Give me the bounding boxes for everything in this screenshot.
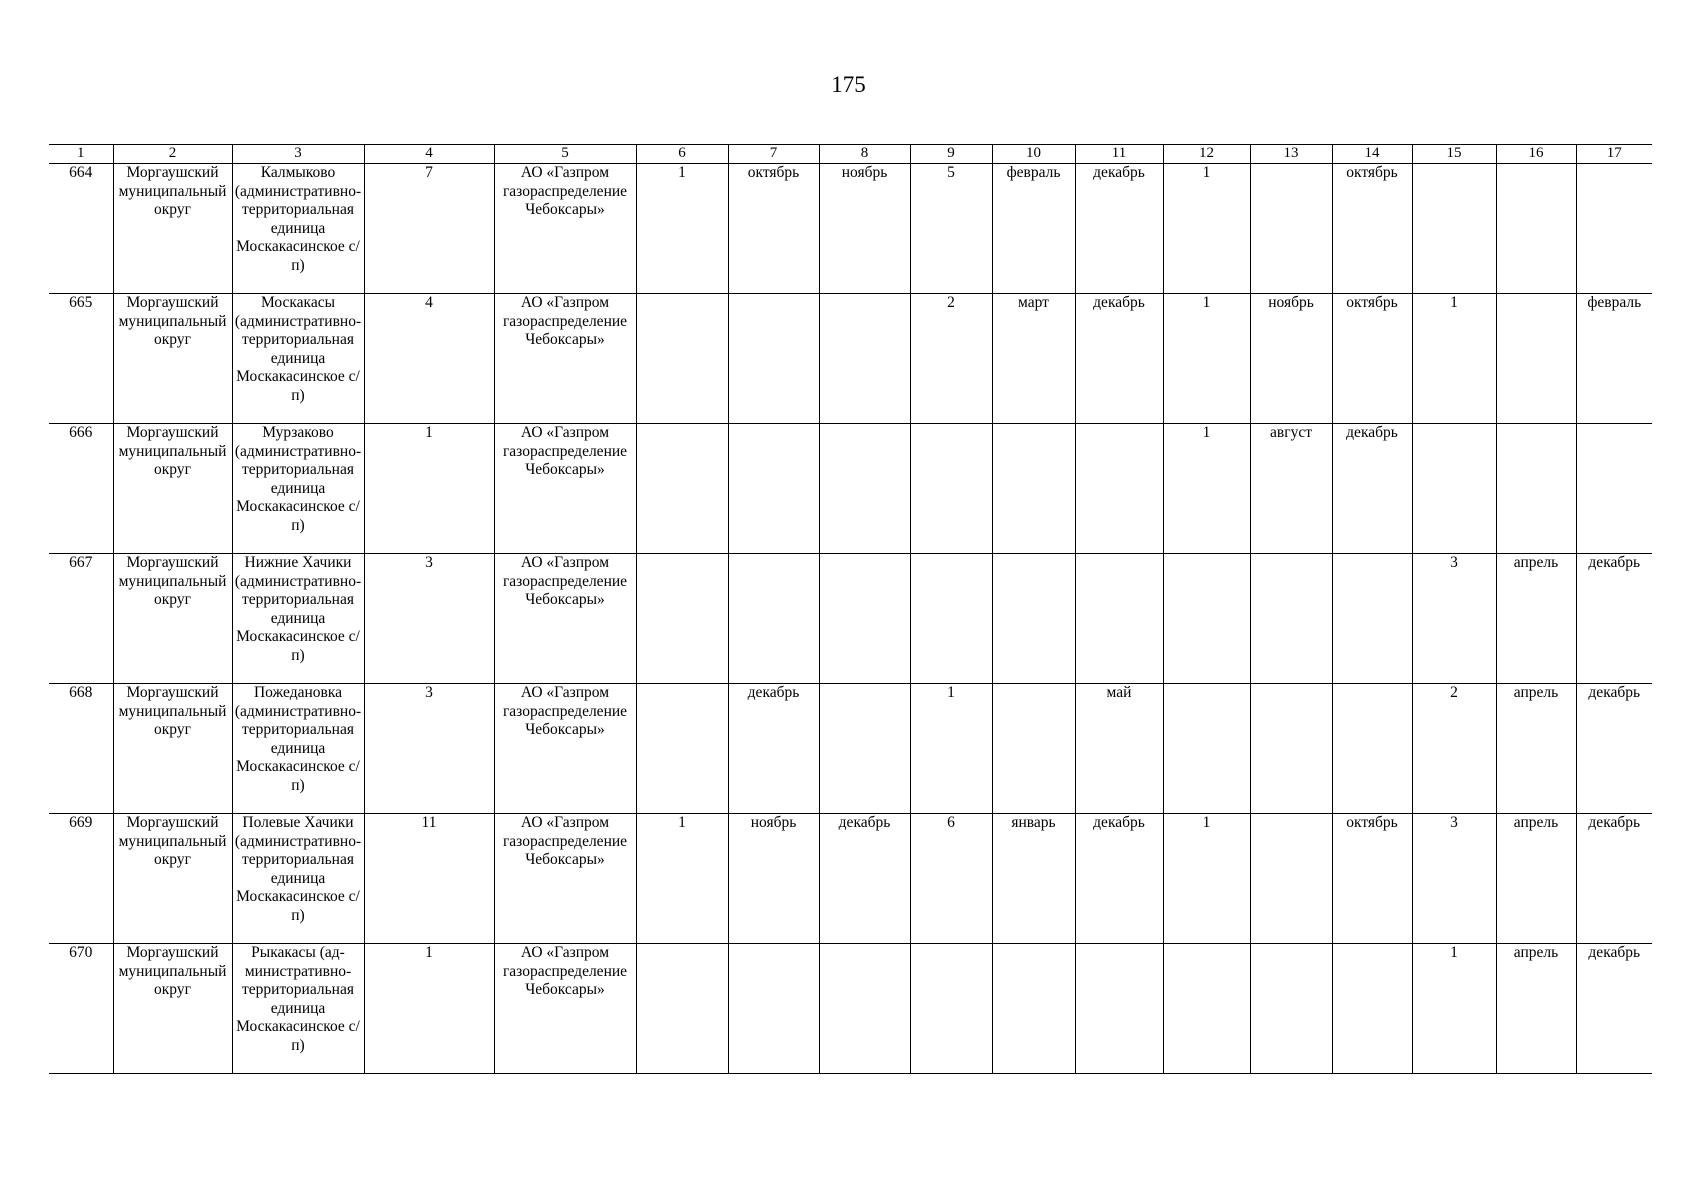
table-cell: 2 xyxy=(1412,684,1496,814)
table-cell: декабрь xyxy=(1576,944,1652,1074)
row-number: 669 xyxy=(49,814,113,944)
column-number-header-row xyxy=(49,145,1652,164)
operator-cell: АО «Газпром газораспределение Чебоксары» xyxy=(494,294,636,424)
table-cell: апрель xyxy=(1496,554,1576,684)
table-cell: апрель xyxy=(1496,944,1576,1074)
table-cell xyxy=(1163,944,1250,1074)
table-cell xyxy=(819,424,910,554)
column-header: 7 xyxy=(728,145,819,164)
table-cell xyxy=(728,944,819,1074)
column-header: 12 xyxy=(1163,145,1250,164)
row-number: 670 xyxy=(49,944,113,1074)
table-row xyxy=(49,424,1652,554)
district-cell: Моргаушский муниципальный округ xyxy=(113,164,232,294)
table-cell: апрель xyxy=(1496,684,1576,814)
table-cell xyxy=(992,684,1075,814)
locality-cell: Пожедановка (административно-территориальная единица Москакасинское с/п) xyxy=(232,684,364,814)
locality-cell: Мурзаково (административно-территориальная единица Москакасинское с/п) xyxy=(232,424,364,554)
table-cell xyxy=(1332,684,1412,814)
table-cell: октябрь xyxy=(1332,814,1412,944)
operator-cell: АО «Газпром газораспределение Чебоксары» xyxy=(494,554,636,684)
table-cell xyxy=(1250,164,1332,294)
district-cell: Моргаушский муниципальный округ xyxy=(113,424,232,554)
table-row xyxy=(49,294,1652,424)
table-cell: 1 xyxy=(636,814,728,944)
table-cell xyxy=(636,424,728,554)
table-cell xyxy=(1075,944,1163,1074)
column-header: 6 xyxy=(636,145,728,164)
operator-cell: АО «Газпром газораспределение Чебоксары» xyxy=(494,164,636,294)
table-cell xyxy=(728,424,819,554)
table-cell xyxy=(636,684,728,814)
table-cell: 3 xyxy=(1412,814,1496,944)
table-cell xyxy=(1250,554,1332,684)
table-cell xyxy=(1412,424,1496,554)
column-header: 2 xyxy=(113,145,232,164)
table-cell: октябрь xyxy=(1332,164,1412,294)
table-cell: ноябрь xyxy=(1250,294,1332,424)
table-row xyxy=(49,164,1652,294)
row-number: 664 xyxy=(49,164,113,294)
column-header: 15 xyxy=(1412,145,1496,164)
table-cell: август xyxy=(1250,424,1332,554)
district-cell: Моргаушский муниципальный округ xyxy=(113,944,232,1074)
table-cell: 1 xyxy=(1412,294,1496,424)
table-cell xyxy=(1496,164,1576,294)
table-cell xyxy=(910,944,992,1074)
table-cell: 1 xyxy=(364,424,494,554)
district-cell: Моргаушский муниципальный округ xyxy=(113,814,232,944)
table-cell xyxy=(1163,684,1250,814)
table-cell: ноябрь xyxy=(819,164,910,294)
table-cell xyxy=(1075,424,1163,554)
operator-cell: АО «Газпром газораспределение Чебоксары» xyxy=(494,814,636,944)
row-number: 665 xyxy=(49,294,113,424)
district-cell: Моргаушский муниципальный округ xyxy=(113,554,232,684)
table-cell: 1 xyxy=(1163,164,1250,294)
table-cell xyxy=(1332,554,1412,684)
table-cell xyxy=(1412,164,1496,294)
table-cell: 1 xyxy=(1163,424,1250,554)
row-number: 668 xyxy=(49,684,113,814)
table-row xyxy=(49,684,1652,814)
table-cell xyxy=(910,554,992,684)
table-cell xyxy=(819,554,910,684)
table-row xyxy=(49,944,1652,1074)
column-header: 14 xyxy=(1332,145,1412,164)
column-header: 13 xyxy=(1250,145,1332,164)
row-number: 667 xyxy=(49,554,113,684)
table-cell xyxy=(1332,944,1412,1074)
district-cell: Моргаушский муниципальный округ xyxy=(113,684,232,814)
column-header: 9 xyxy=(910,145,992,164)
table-cell: декабрь xyxy=(1576,684,1652,814)
gasification-schedule-table xyxy=(49,144,1652,1074)
locality-cell: Нижние Хачики (административно-территориальная единица Москакасинское с/п) xyxy=(232,554,364,684)
table-cell: декабрь xyxy=(1075,164,1163,294)
table-cell xyxy=(1496,294,1576,424)
column-header: 11 xyxy=(1075,145,1163,164)
table-cell xyxy=(1576,424,1652,554)
table-cell: декабрь xyxy=(1075,294,1163,424)
table-cell: декабрь xyxy=(819,814,910,944)
table-cell xyxy=(728,294,819,424)
table-cell xyxy=(910,424,992,554)
table-cell: октябрь xyxy=(728,164,819,294)
table-cell: 1 xyxy=(1412,944,1496,1074)
table-cell xyxy=(992,944,1075,1074)
column-header: 1 xyxy=(49,145,113,164)
table-cell: апрель xyxy=(1496,814,1576,944)
table-cell xyxy=(636,944,728,1074)
table-cell: 11 xyxy=(364,814,494,944)
table-cell xyxy=(1075,554,1163,684)
table-cell: ноябрь xyxy=(728,814,819,944)
locality-cell: Полевые Хачики (административно-территориальная единица Москакасинское с/п) xyxy=(232,814,364,944)
table-cell: 1 xyxy=(1163,814,1250,944)
column-header: 8 xyxy=(819,145,910,164)
table-cell: февраль xyxy=(992,164,1075,294)
table-row xyxy=(49,814,1652,944)
table-cell xyxy=(636,294,728,424)
column-header: 16 xyxy=(1496,145,1576,164)
column-header: 5 xyxy=(494,145,636,164)
table-cell xyxy=(819,944,910,1074)
table-cell xyxy=(819,684,910,814)
locality-cell: Рыкакасы (административно-территориальная единица Москакасинское с/п) xyxy=(232,944,364,1074)
table-cell: 2 xyxy=(910,294,992,424)
row-number: 666 xyxy=(49,424,113,554)
table-cell: 1 xyxy=(364,944,494,1074)
table-cell: февраль xyxy=(1576,294,1652,424)
table-row xyxy=(49,554,1652,684)
locality-cell: Калмыково (административно-территориальная единица Москакасинское с/п) xyxy=(232,164,364,294)
table-cell xyxy=(992,554,1075,684)
table-cell: декабрь xyxy=(1576,814,1652,944)
table-cell xyxy=(1163,554,1250,684)
table-cell: 5 xyxy=(910,164,992,294)
column-header: 3 xyxy=(232,145,364,164)
table-cell: декабрь xyxy=(1576,554,1652,684)
column-header: 10 xyxy=(992,145,1075,164)
table-cell: 4 xyxy=(364,294,494,424)
operator-cell: АО «Газпром газораспределение Чебоксары» xyxy=(494,424,636,554)
table-cell: октябрь xyxy=(1332,294,1412,424)
table-cell xyxy=(1250,814,1332,944)
table-cell: 3 xyxy=(364,554,494,684)
table-cell: 1 xyxy=(636,164,728,294)
column-header: 4 xyxy=(364,145,494,164)
table-cell xyxy=(819,294,910,424)
table-cell xyxy=(1250,944,1332,1074)
table-cell: декабрь xyxy=(728,684,819,814)
table-cell: январь xyxy=(992,814,1075,944)
district-cell: Моргаушский муниципальный округ xyxy=(113,294,232,424)
table-cell: декабрь xyxy=(1075,814,1163,944)
locality-cell: Москакасы (административно-территориальная единица Москакасинское с/п) xyxy=(232,294,364,424)
table-cell xyxy=(636,554,728,684)
page-number: 175 xyxy=(831,72,866,97)
table-cell: 1 xyxy=(910,684,992,814)
table-cell: 6 xyxy=(910,814,992,944)
table-cell xyxy=(992,424,1075,554)
table-cell: 3 xyxy=(1412,554,1496,684)
column-header: 17 xyxy=(1576,145,1652,164)
table-cell xyxy=(1496,424,1576,554)
operator-cell: АО «Газпром газораспределение Чебоксары» xyxy=(494,944,636,1074)
table-cell: 1 xyxy=(1163,294,1250,424)
table-cell xyxy=(1250,684,1332,814)
table-cell: май xyxy=(1075,684,1163,814)
table-cell: 3 xyxy=(364,684,494,814)
table-cell: 7 xyxy=(364,164,494,294)
table-cell: март xyxy=(992,294,1075,424)
table-cell: декабрь xyxy=(1332,424,1412,554)
table-cell xyxy=(728,554,819,684)
operator-cell: АО «Газпром газораспределение Чебоксары» xyxy=(494,684,636,814)
table-cell xyxy=(1576,164,1652,294)
